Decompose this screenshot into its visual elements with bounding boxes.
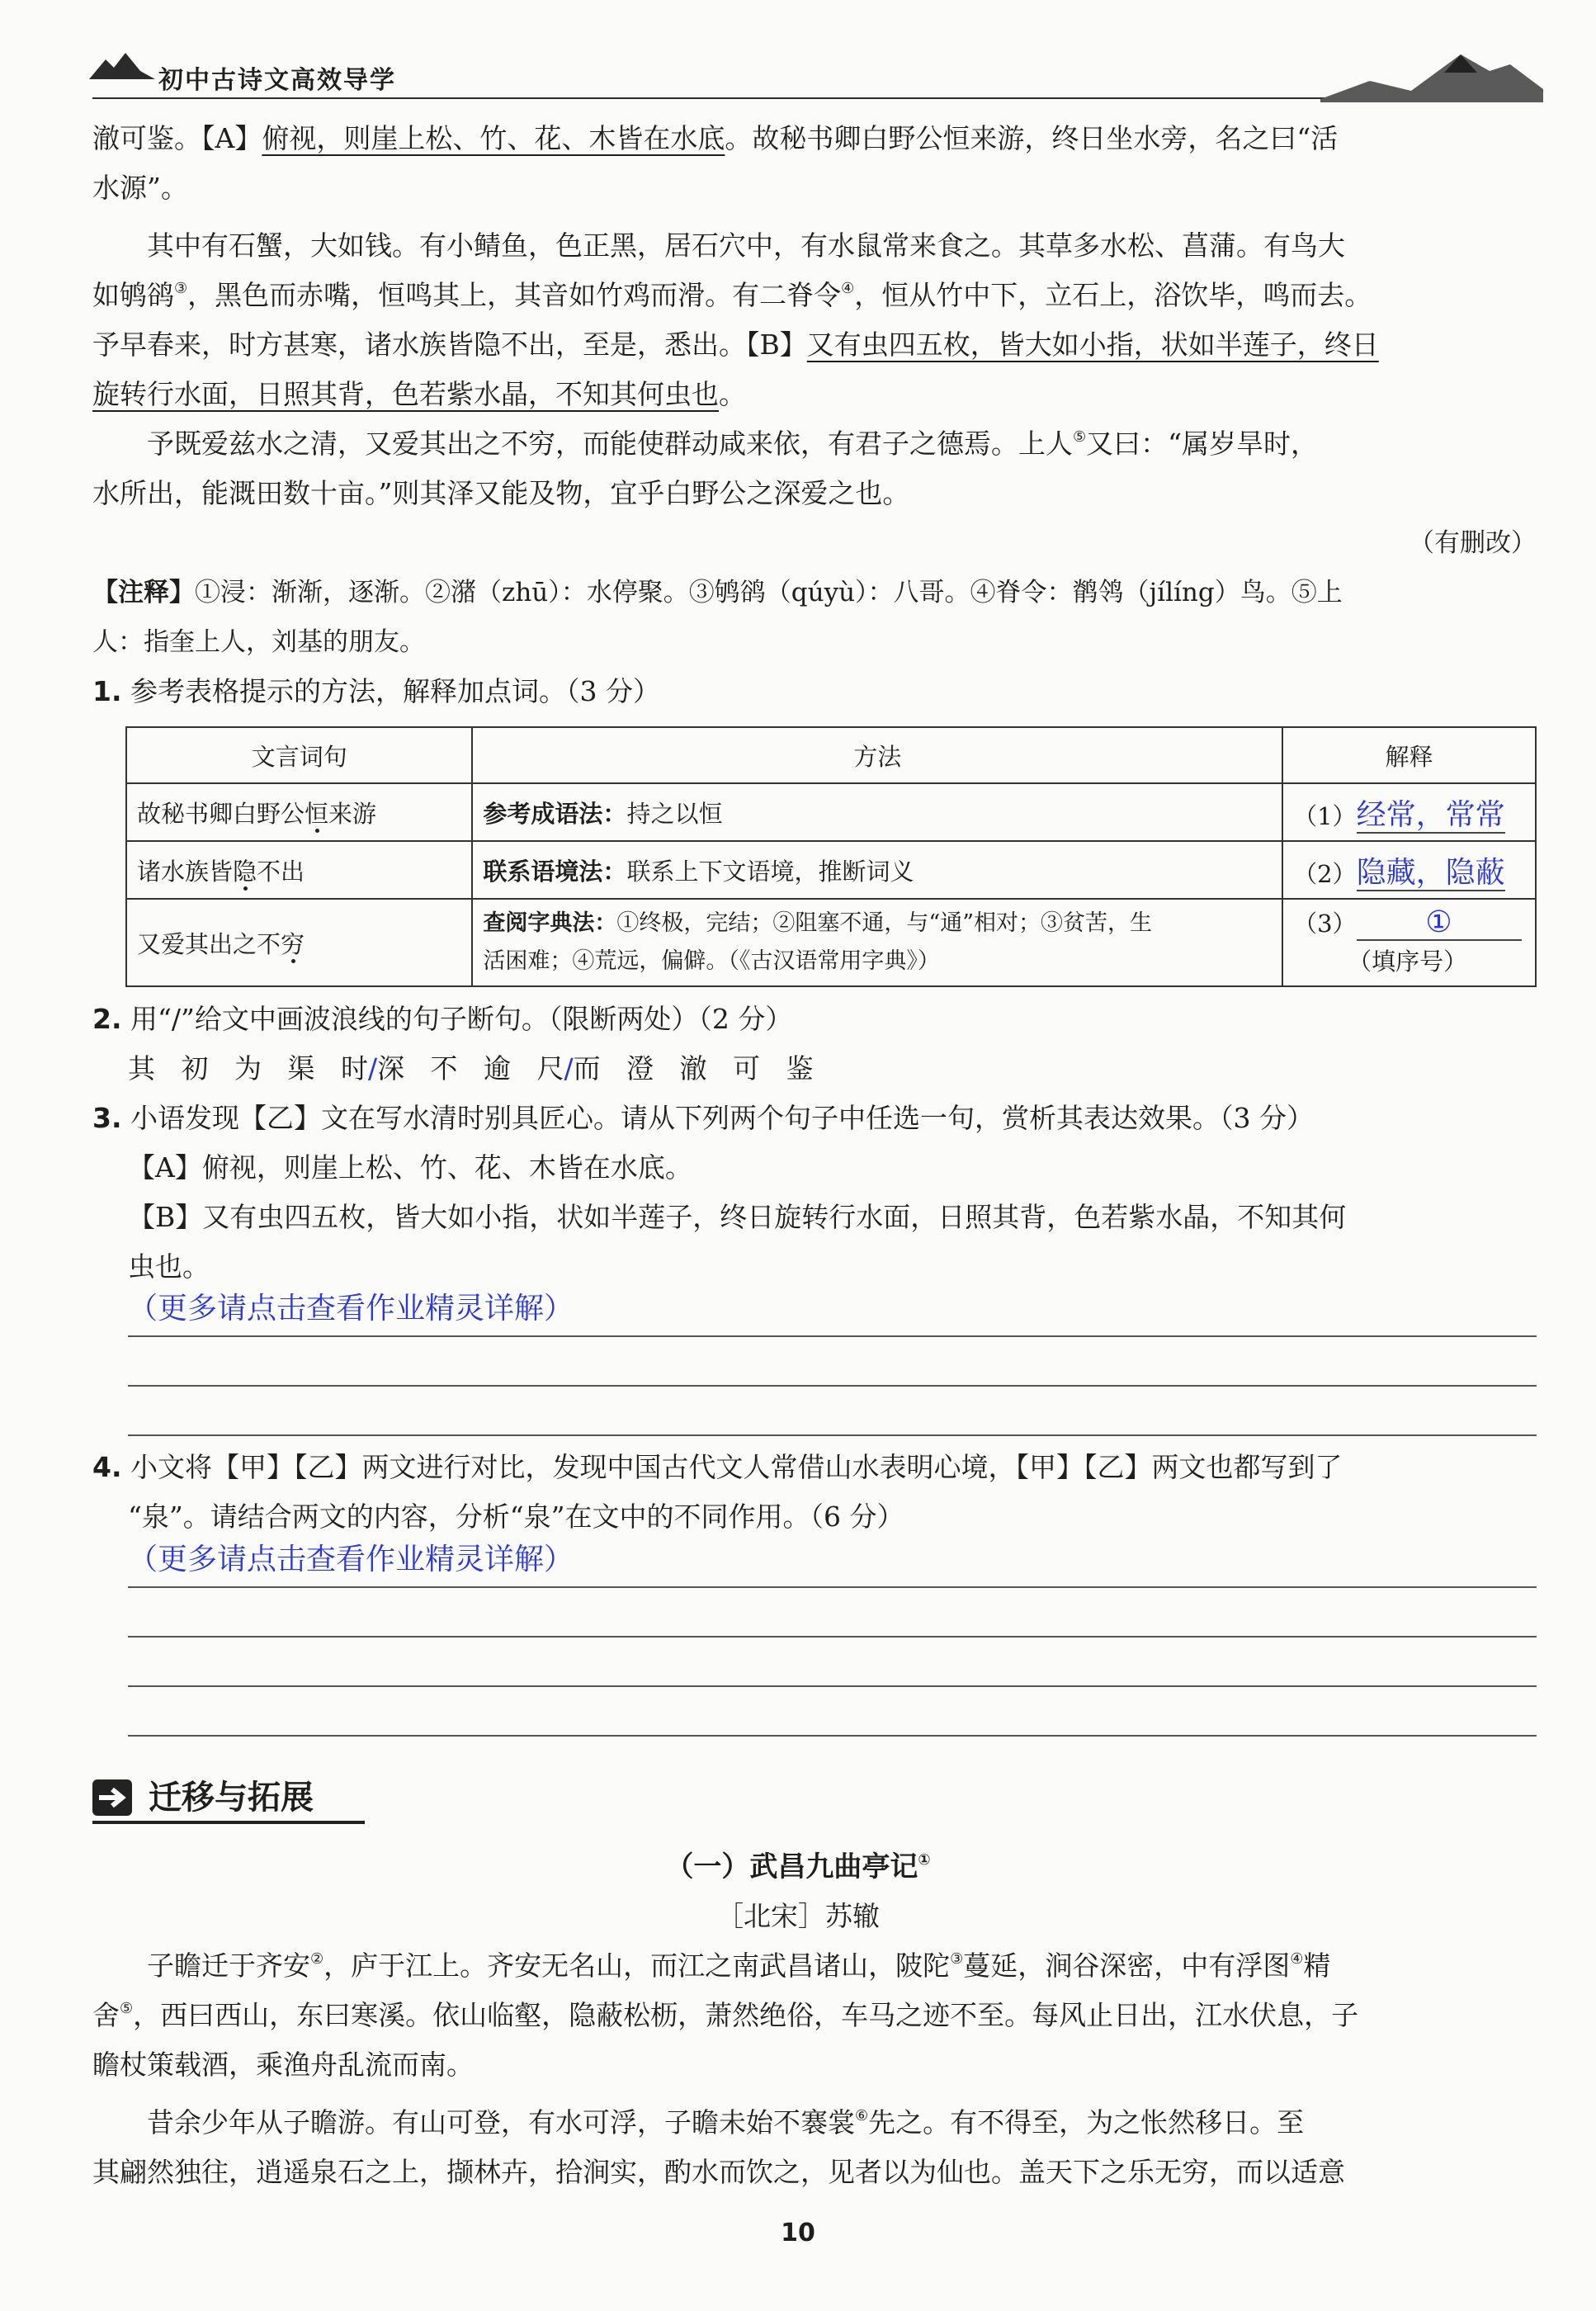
method-text: 联系上下文语境，推断词义 — [626, 857, 914, 886]
footnote-ref: ① — [918, 1851, 931, 1869]
passage-text: 其中有石蟹，大如钱。有小鲭鱼，色正黑，居石穴中，有水鼠常来食之。其草多水松、菖蒲。有鸟大 — [147, 229, 1345, 262]
answer-line — [128, 1685, 1537, 1687]
question-text: 参考表格提示的方法，解释加点词。（3 分） — [130, 675, 660, 707]
exercise-char: 渠 — [287, 1052, 315, 1085]
answer-line — [128, 1636, 1537, 1638]
article-line-1 — [92, 1941, 1537, 1991]
question-number: 1. — [92, 675, 122, 707]
answer-line — [128, 1385, 1537, 1387]
passage-para-3-line-2 — [92, 469, 1537, 518]
exercise-char: 不 — [430, 1052, 458, 1085]
passage-text: 。 — [719, 378, 746, 410]
exercise-char: 其 — [128, 1052, 155, 1085]
method-label: 查阅字典法： — [483, 910, 617, 936]
answer-line — [128, 1586, 1537, 1588]
table-cell-answer — [1282, 841, 1536, 899]
footnote-ref: ③ — [950, 1950, 964, 1968]
more-details-link[interactable]: （更多请点击查看作业精灵详解） — [128, 1292, 574, 1326]
table-row — [126, 841, 1536, 899]
question-1 — [92, 667, 1537, 716]
answer-slash: / — [564, 1052, 574, 1085]
article-text: ，西曰西山，东曰寒溪。依山临壑，隐蔽松枥，萧然绝俗，车马之迹不至。每风止日出，江水伏息，子 — [133, 1999, 1359, 2031]
table-row — [126, 899, 1536, 986]
passage-line-2 — [92, 163, 1537, 213]
question-text: 小文将【甲】【乙】两文进行对比，发现中国古代文人常借山水表明心境，【甲】【乙】两文也都写到了 — [130, 1451, 1343, 1483]
method-text: 持之以恒 — [626, 799, 723, 828]
table-cell-method — [472, 783, 1282, 841]
dotted-word: 恒 — [305, 799, 329, 828]
table-cell-method — [472, 899, 1282, 986]
article-title-text: （一）武昌九曲亭记 — [665, 1850, 918, 1883]
exercise-char: 可 — [733, 1052, 761, 1085]
article-text: ，庐于江上。齐安无名山，而江之南武昌诸山，陂陀 — [323, 1949, 951, 1982]
table-header: 文言词句 — [126, 727, 472, 783]
table-cell-sentence — [126, 783, 472, 841]
punctuation-exercise — [128, 1044, 814, 1094]
article-line-4 — [92, 2098, 1537, 2148]
answer-line — [128, 1735, 1537, 1737]
exercise-char: 逾 — [484, 1052, 512, 1085]
table-header: 解释 — [1282, 727, 1536, 783]
passage-text: 如鸲鹆 — [92, 279, 174, 311]
header-rule — [92, 97, 1495, 99]
option-a: 【A】俯视，则崖上松、竹、花、木皆在水底。 — [128, 1151, 692, 1184]
header-mountain-left-icon — [89, 48, 155, 81]
answer-line — [128, 1335, 1537, 1337]
answer-hint: （填序号） — [1348, 948, 1468, 976]
article-line-5: 其翩然独往，逍遥泉石之上，撷林卉，拾涧实，酌水而饮之，见者以为仙也。盖天下之乐无穷，而以适意 — [92, 2156, 1345, 2188]
sentence-b: 旋转行水面，日照其背，色若紫水晶，不知其何虫也 — [92, 378, 719, 410]
passage-text: 澈可鉴。 — [92, 122, 201, 154]
footnote-ref: ② — [310, 1950, 324, 1968]
passage-text: ，黑色而赤嘴，恒鸣其上，其音如竹鸡而滑。有二脊令 — [187, 279, 842, 311]
question-3 — [92, 1094, 1537, 1143]
passage-para-2-line-2 — [92, 271, 1537, 320]
method-text: ①终极，完结；②阻塞不通，与“通”相对；③贫苦，生 — [616, 910, 1153, 936]
exercise-char: 鉴 — [786, 1052, 814, 1085]
page-number: 10 — [781, 2219, 815, 2247]
question-number: 4. — [92, 1451, 122, 1483]
exercise-char: 澄 — [626, 1052, 654, 1085]
question-2 — [92, 995, 1537, 1044]
answer-text: 隐藏，隐蔽 — [1356, 855, 1505, 890]
sentence-part: 不出 — [257, 857, 305, 886]
dotted-word: 穷 — [281, 929, 305, 958]
article-text: 昔余少年从子瞻游。有山可登，有水可浮，子瞻未始不褰裳 — [147, 2106, 855, 2139]
article-author: ［北宋］苏辙 — [716, 1900, 880, 1932]
passage-text: 予早春来，时方甚寒，诸水族皆隐不出，至是，悉出。 — [92, 328, 746, 361]
question-number: 2. — [92, 1003, 122, 1035]
section-header — [92, 1775, 365, 1824]
footnote-ref: ④ — [841, 280, 855, 297]
article-text: 精 — [1303, 1949, 1331, 1982]
section-title: 迁移与拓展 — [149, 1779, 314, 1817]
question-4 — [92, 1443, 1537, 1492]
sentence-b-tag: 【B】 — [746, 328, 807, 361]
article-title — [0, 1842, 1596, 1892]
answer-line — [128, 1434, 1537, 1436]
table-row — [126, 783, 1536, 841]
passage-para-3-line-1 — [92, 419, 1537, 469]
passage-text: 又曰：“属岁旱时， — [1086, 428, 1319, 460]
answer-slash: / — [367, 1052, 378, 1085]
article-line-2 — [92, 1991, 1537, 2040]
exercise-char: 时 — [340, 1052, 368, 1085]
more-details-link[interactable]: （更多请点击查看作业精灵详解） — [128, 1543, 574, 1576]
table-cell-sentence — [126, 841, 472, 899]
exercise-char: 初 — [181, 1052, 209, 1085]
article-text: 蔓延，涧谷深密，中有浮图 — [963, 1949, 1291, 1982]
sentence-part: 又爱其出之不 — [137, 929, 281, 958]
method-table — [125, 726, 1537, 987]
notes-text: 人：指奎上人，刘基的朋友。 — [92, 627, 425, 657]
table-header-row — [126, 727, 1536, 783]
option-b-cont: 虫也。 — [128, 1250, 210, 1283]
question-4-cont: “泉”。请结合两文的内容，分析“泉”在文中的不同作用。（6 分） — [128, 1500, 904, 1533]
footnote-ref: ④ — [1290, 1950, 1304, 1968]
method-text: 活困难；④荒远，偏僻。（《古汉语常用字典》） — [483, 948, 940, 974]
notes-label: 【注释】 — [92, 578, 195, 607]
table-cell-method — [472, 841, 1282, 899]
notes-line-1 — [92, 568, 1537, 617]
footnote-ref: ⑤ — [1073, 428, 1087, 446]
table-cell-answer — [1282, 783, 1536, 841]
answer-text: 经常，常常 — [1356, 797, 1505, 832]
footnote-ref: ⑥ — [855, 2107, 869, 2124]
source-note: （有删改） — [1409, 528, 1537, 558]
sentence-part: 故秘书卿白野公 — [137, 799, 305, 828]
passage-text: ，恒从竹中下，立石上，浴饮毕，鸣而去。 — [854, 279, 1372, 311]
footnote-ref: ③ — [174, 280, 188, 297]
table-cell-answer — [1282, 899, 1536, 986]
header-title: 初中古诗文高效导学 — [158, 66, 396, 95]
exercise-char: 为 — [234, 1052, 262, 1085]
dotted-word: 隐 — [233, 857, 257, 886]
passage-line-1 — [92, 114, 1537, 163]
passage-text: 予既爱兹水之清，又爱其出之不穷，而能使群动咸来依，有君子之德焉。上人 — [147, 428, 1073, 460]
answer-text: ① — [1357, 906, 1522, 941]
article-text: 舍 — [92, 1999, 120, 2031]
notes-text: ①浸：渐渐，逐渐。②潴（zhū）：水停聚。③鸲鹆（qúyù）：八哥。④脊令：鹡鸰（jílíng）鸟。⑤上 — [195, 578, 1343, 607]
header-mountain-right-icon — [1320, 48, 1543, 106]
method-label: 联系语境法： — [483, 857, 627, 886]
sentence-b: 又有虫四五枚，皆大如小指，状如半莲子，终日 — [806, 328, 1379, 361]
exercise-char: 尺 — [536, 1052, 564, 1085]
table-header: 方法 — [472, 727, 1282, 783]
answer-index: （2） — [1293, 859, 1357, 888]
passage-para-2-line-1 — [92, 221, 1537, 271]
article-text: 子瞻迁于齐安 — [147, 1949, 310, 1982]
exercise-char: 深 — [377, 1052, 405, 1085]
sentence-a: 俯视，则崖上松、竹、花、木皆在水底 — [262, 122, 725, 154]
option-b: 【B】又有虫四五枚，皆大如小指，状如半莲子，终日旋转行水面，日照其背，色若紫水晶，不知其何 — [128, 1201, 1347, 1233]
article-line-3: 瞻杖策载酒，乘渔舟乱流而南。 — [92, 2049, 474, 2081]
answer-index: （3） — [1293, 910, 1357, 938]
footnote-ref: ⑤ — [120, 2000, 134, 2017]
sentence-part: 来游 — [328, 799, 377, 828]
exercise-char: 澈 — [679, 1052, 707, 1085]
article-text: 先之。有不得至，为之怅然移日。至 — [868, 2106, 1305, 2139]
passage-text: 。故秘书卿白野公恒来游，终日坐水旁，名之曰“活 — [725, 122, 1339, 154]
table-cell-sentence — [126, 899, 472, 986]
passage-para-2-line-4 — [92, 370, 1537, 419]
method-label: 参考成语法： — [483, 799, 627, 828]
passage-para-2-line-3 — [92, 320, 1537, 370]
arrow-icon — [92, 1779, 132, 1816]
passage-text: 水源”。 — [92, 172, 188, 204]
exercise-char: 而 — [573, 1052, 601, 1085]
sentence-part: 诸水族皆 — [137, 857, 234, 886]
passage-text: 水所出，能溉田数十亩。”则其泽又能及物，宜乎白野公之深爱之也。 — [92, 477, 910, 509]
question-text: 小语发现【乙】文在写水清时别具匠心。请从下列两个句子中任选一句，赏析其表达效果。（3 分） — [130, 1102, 1314, 1134]
answer-index: （1） — [1293, 801, 1357, 830]
question-text: 用“/”给文中画波浪线的句子断句。（限断两处）（2 分） — [130, 1003, 793, 1035]
notes-line-2 — [92, 617, 1537, 667]
question-number: 3. — [92, 1102, 122, 1134]
sentence-a-tag: 【A】 — [201, 122, 262, 154]
